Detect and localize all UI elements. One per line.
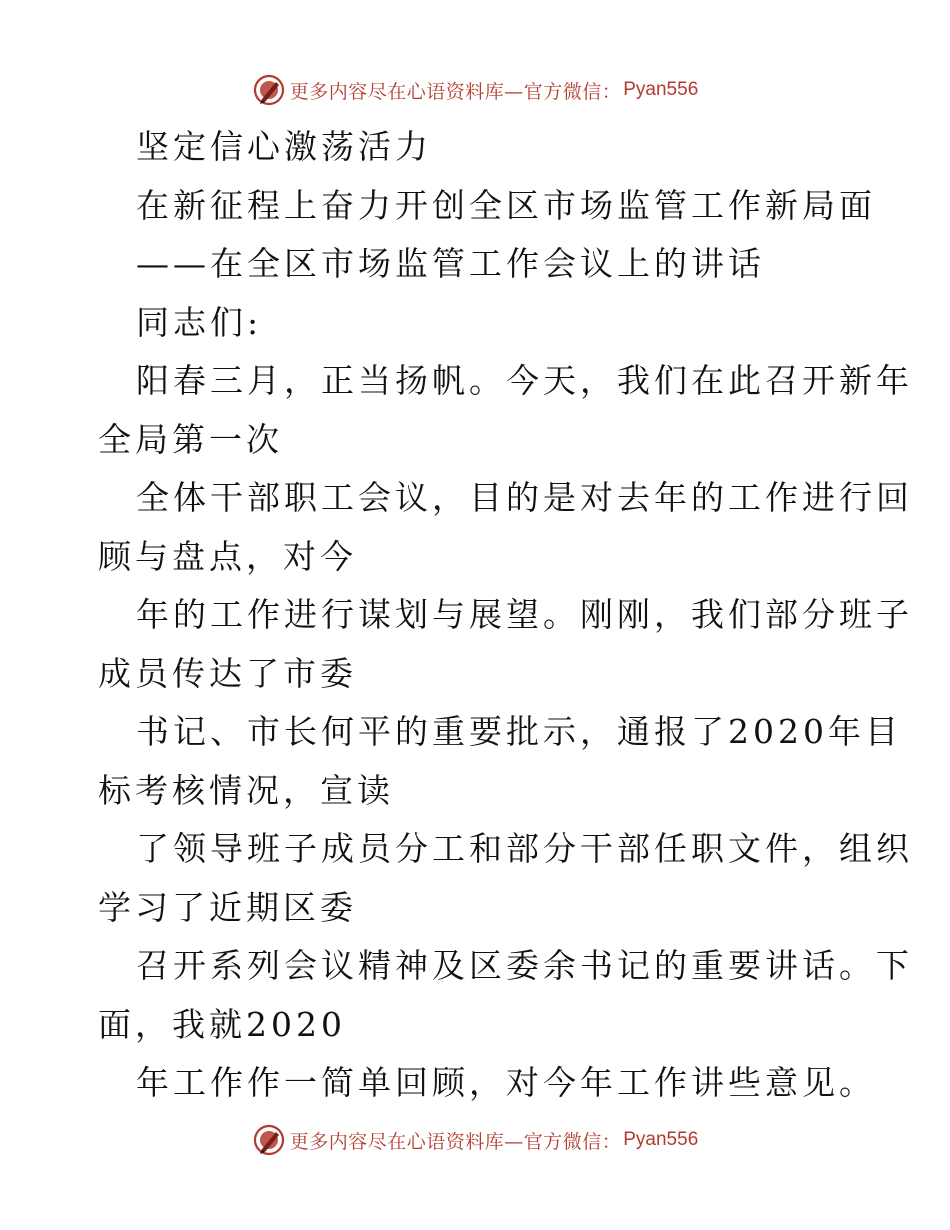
document-subtitle-secondary: ——在全区市场监管工作会议上的讲话: [136, 244, 765, 283]
watermark-text: 更多内容尽在心语资料库—官方微信：: [289, 1130, 622, 1153]
body-line: 顾与盘点，对今: [98, 536, 357, 576]
body-line: 标考核情况，宣读: [98, 770, 394, 810]
body-line: 书记、市长何平的重要批示，通报了2020年目: [136, 712, 902, 751]
body-line: 了领导班子成员分工和部分干部任职文件，组织: [136, 829, 913, 868]
body-line: 学习了近期区委: [98, 887, 357, 927]
watermark-wechat-id: Pyan556: [623, 1129, 699, 1150]
body-line: 全体干部职工会议，目的是对去年的工作进行回: [136, 478, 913, 517]
pen-logo-icon: [252, 1123, 286, 1157]
document-title: 坚定信心激荡活力: [136, 127, 432, 166]
watermark-wechat-id: Pyan556: [623, 79, 699, 100]
body-line: 全局第一次: [98, 419, 283, 459]
body-line: 成员传达了市委: [98, 653, 357, 693]
document-body: [98, 118, 913, 1113]
body-paragraphs: [98, 352, 913, 1113]
body-line: 面，我就2020: [98, 1004, 346, 1044]
body-line: 年工作作一简单回顾，对今年工作讲些意见。: [136, 1063, 876, 1102]
header-watermark: [0, 70, 950, 110]
body-line: 阳春三月，正当扬帆。今天，我们在此召开新年: [136, 361, 913, 400]
body-line: 召开系列会议精神及区委余书记的重要讲话。下: [136, 946, 913, 985]
watermark-text: 更多内容尽在心语资料库—官方微信：: [289, 80, 622, 103]
pen-logo-icon: [252, 73, 286, 107]
salutation: 同志们:: [136, 302, 263, 342]
footer-watermark: [0, 1120, 950, 1160]
document-subtitle: 在新征程上奋力开创全区市场监管工作新局面: [136, 185, 876, 225]
body-line: 年的工作进行谋划与展望。刚刚，我们部分班子: [136, 595, 913, 634]
